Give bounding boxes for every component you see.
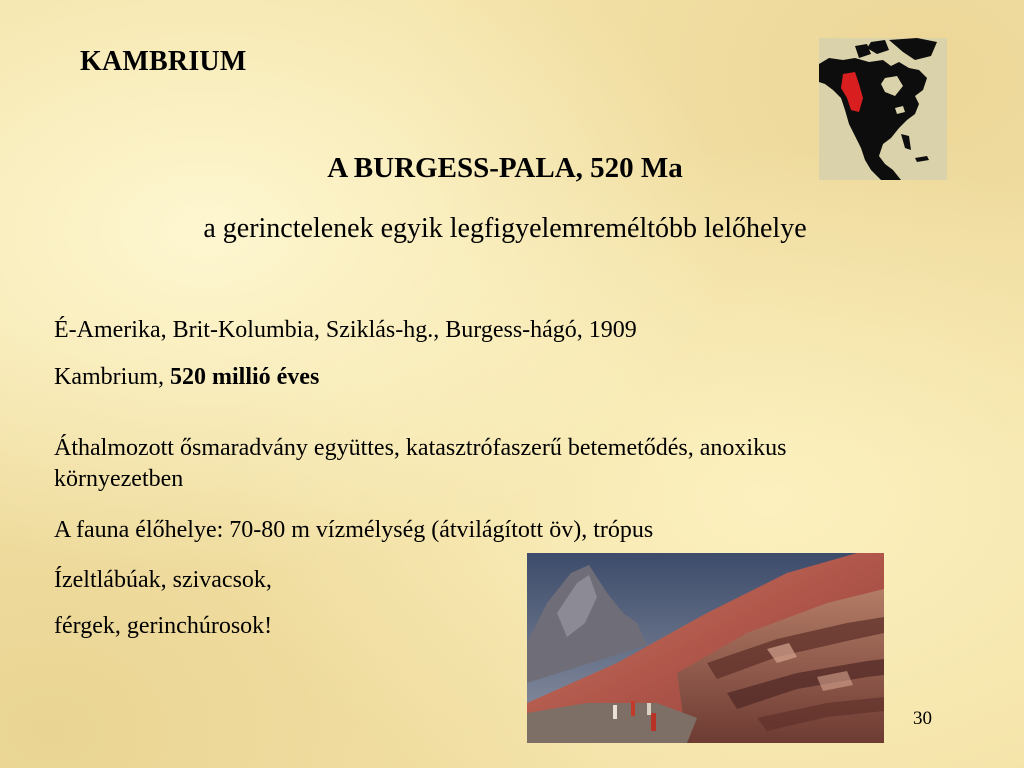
outcrop-photo-graphic [527, 553, 884, 743]
fossil-text: Áthalmozott ősmaradvány együttes, katasztrófaszerű betemetődés, anoxikus környezetben [54, 435, 787, 492]
slide-tagline: a gerinctelenek egyik legfigyelemreméltóbb lelőhelye [203, 213, 807, 244]
fauna-line-2: férgek, gerinchúrosok! [54, 613, 273, 639]
slide-subtitle: A BURGESS-PALA, 520 Ma [327, 152, 683, 184]
age-line-prefix: Kambrium, [54, 364, 170, 390]
age-line-bold: 520 millió éves [169, 364, 320, 390]
page-number: 30 [913, 708, 932, 729]
habitat-text: A fauna élőhelye: 70-80 m vízmélység (átvilágított öv), trópus [54, 517, 654, 543]
location-line: É-Amerika, Brit-Kolumbia, Sziklás-hg., Burgess-hágó, 1909 [54, 317, 637, 343]
age-line [54, 362, 319, 393]
burgess-shale-outcrop-photo [527, 553, 884, 743]
slide-title: KAMBRIUM [80, 46, 247, 77]
fauna-line-1: Ízeltlábúak, szivacsok, [54, 567, 272, 593]
